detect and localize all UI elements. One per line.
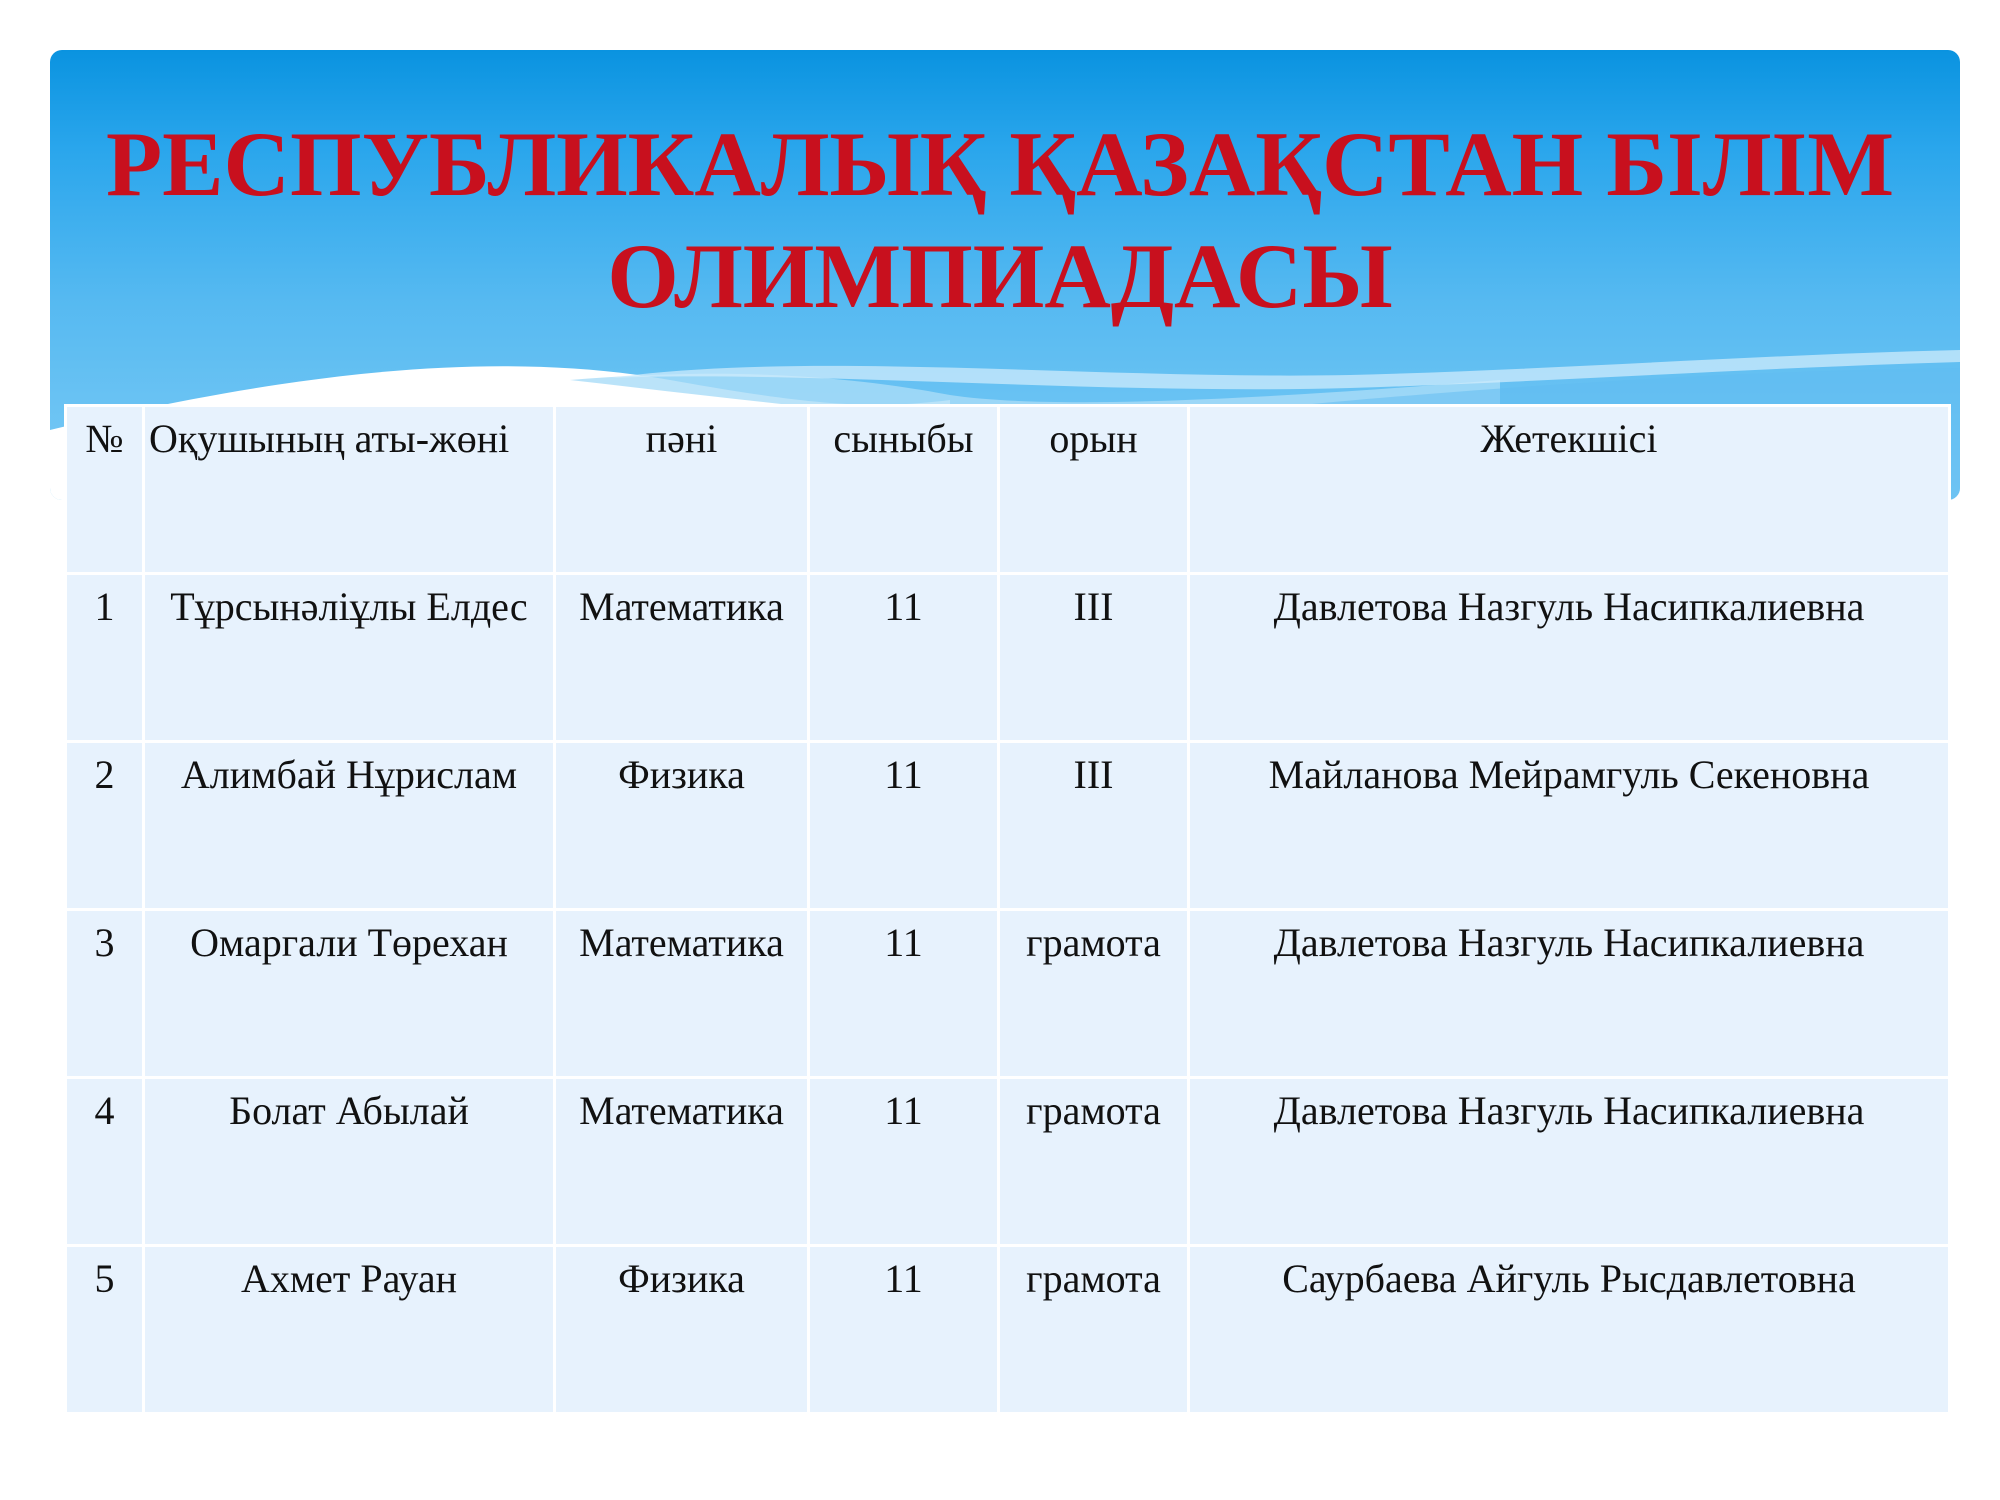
cell-student-name: Алимбай Нұрислам xyxy=(144,742,555,910)
table-row xyxy=(66,1246,1950,1414)
cell-subject: Математика xyxy=(555,1078,809,1246)
cell-grade: 11 xyxy=(809,1246,999,1414)
results-table-container xyxy=(64,404,1948,1415)
header-supervisor: Жетекшісі xyxy=(1189,406,1950,574)
cell-place: грамота xyxy=(999,1246,1189,1414)
cell-grade: 11 xyxy=(809,742,999,910)
cell-grade: 11 xyxy=(809,910,999,1078)
table-row xyxy=(66,574,1950,742)
header-place: орын xyxy=(999,406,1189,574)
header-subject: пәні xyxy=(555,406,809,574)
cell-number: 1 xyxy=(66,574,144,742)
cell-number: 2 xyxy=(66,742,144,910)
header-grade: сыныбы xyxy=(809,406,999,574)
header-number: № xyxy=(66,406,144,574)
cell-student-name: Омаргали Төрехан xyxy=(144,910,555,1078)
results-table xyxy=(64,404,1951,1415)
cell-place: грамота xyxy=(999,1078,1189,1246)
cell-supervisor: Давлетова Назгуль Насипкалиевна xyxy=(1189,1078,1950,1246)
header-student-name: Оқушының аты-жөні xyxy=(144,406,555,574)
cell-supervisor: Давлетова Назгуль Насипкалиевна xyxy=(1189,574,1950,742)
cell-place: III xyxy=(999,742,1189,910)
cell-supervisor: Саурбаева Айгуль Рысдавлетовна xyxy=(1189,1246,1950,1414)
cell-subject: Физика xyxy=(555,742,809,910)
cell-number: 4 xyxy=(66,1078,144,1246)
cell-student-name: Ахмет Рауан xyxy=(144,1246,555,1414)
table-row xyxy=(66,742,1950,910)
cell-place: III xyxy=(999,574,1189,742)
table-header-row xyxy=(66,406,1950,574)
cell-student-name: Болат Абылай xyxy=(144,1078,555,1246)
cell-number: 5 xyxy=(66,1246,144,1414)
cell-number: 3 xyxy=(66,910,144,1078)
cell-grade: 11 xyxy=(809,574,999,742)
cell-student-name: Тұрсынәліұлы Елдес xyxy=(144,574,555,742)
table-row xyxy=(66,910,1950,1078)
cell-subject: Математика xyxy=(555,574,809,742)
cell-supervisor: Майланова Мейрамгуль Секеновна xyxy=(1189,742,1950,910)
table-row xyxy=(66,1078,1950,1246)
cell-supervisor: Давлетова Назгуль Насипкалиевна xyxy=(1189,910,1950,1078)
cell-subject: Физика xyxy=(555,1246,809,1414)
slide-title: РЕСПУБЛИКАЛЫҚ ҚАЗАҚСТАН БІЛІМ ОЛИМПИАДАСЫ xyxy=(105,113,1895,327)
cell-subject: Математика xyxy=(555,910,809,1078)
cell-place: грамота xyxy=(999,910,1189,1078)
cell-grade: 11 xyxy=(809,1078,999,1246)
